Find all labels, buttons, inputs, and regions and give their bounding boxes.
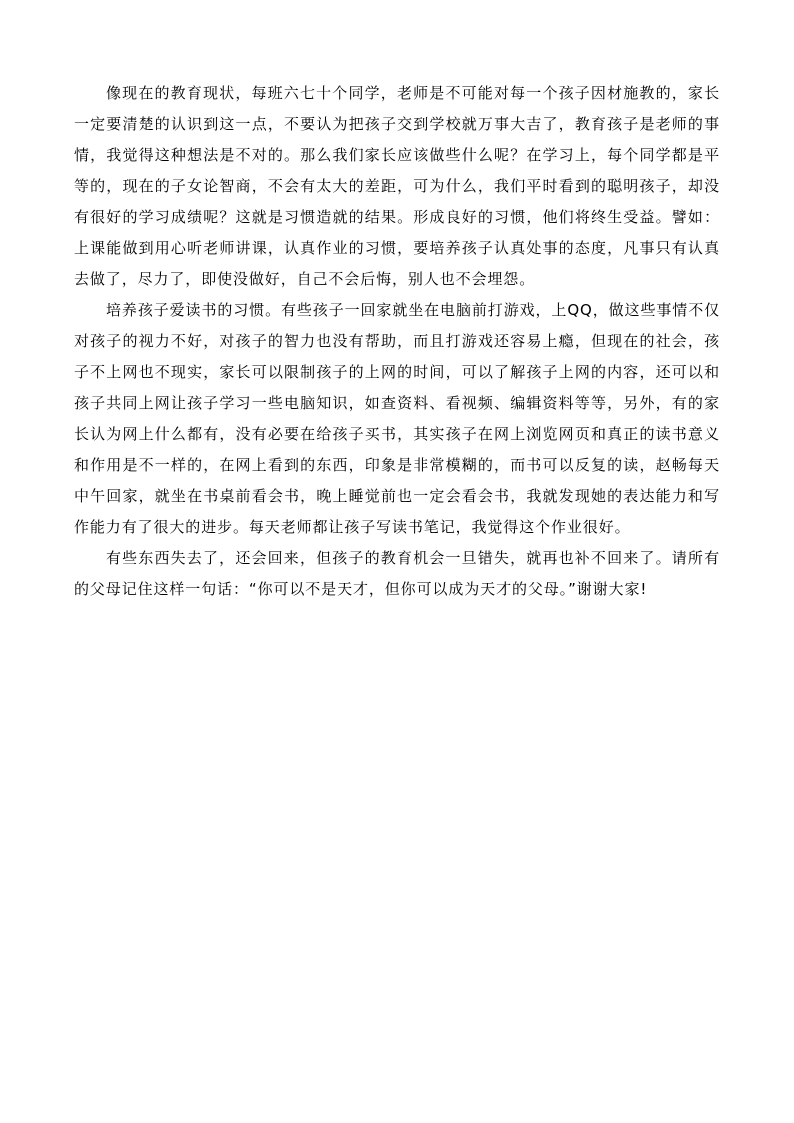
paragraph-reading: 培养孩子爱读书的习惯。有些孩子一回家就坐在电脑前打游戏，上QQ，做这些事情不仅对孩子的视力不好，对孩子的智力也没有帮助，而且打游戏还容易上瘾，但现在的社会，孩子不上网也不现实，家长可以限制孩子的上网的时间，可以了解孩子上网的内容，还可以和孩子共同上网让孩子学习一些电脑知识，如查资料、看视频、编辑资料等等，另外，有的家长认为网上什么都有，没有必要在给孩子买书，其实孩子在网上浏览网页和真正的读书意义和作用是不一样的，在网上看到的东西，印象是非常模糊的，而书可以反复的读，赵畅每天中午回家，就坐在书桌前看会书，晚上睡觉前也一定会看会书，我就发现她的表达能力和写作能力有了很大的进步。每天老师都让孩子写读书笔记，我觉得这个作业很好。 <box>74 301 720 536</box>
paragraph-closing: 有些东西失去了，还会回来，但孩子的教育机会一旦错失，就再也补不回来了。请所有的父母记住这样一句话：“你可以不是天才，但你可以成为天才的父母。”谢谢大家! <box>74 549 720 598</box>
document-page <box>74 78 720 605</box>
paragraph-habits: 像现在的教育现状，每班六七十个同学，老师是不可能对每一个孩子因材施教的，家长一定要清楚的认识到这一点，不要认为把孩子交到学校就万事大吉了，教育孩子是老师的事情，我觉得这种想法是不对的。那么我们家长应该做些什么呢？在学习上，每个同学都是平等的，现在的子女论智商，不会有太大的差距，可为什么，我们平时看到的聪明孩子，却没有很好的学习成绩呢？这就是习惯造就的结果。形成良好的习惯，他们将终生受益。譬如：上课能做到用心听老师讲课，认真作业的习惯，要培养孩子认真处事的态度，凡事只有认真去做了，尽力了，即使没做好，自己不会后悔，别人也不会埋怨。 <box>74 84 720 288</box>
